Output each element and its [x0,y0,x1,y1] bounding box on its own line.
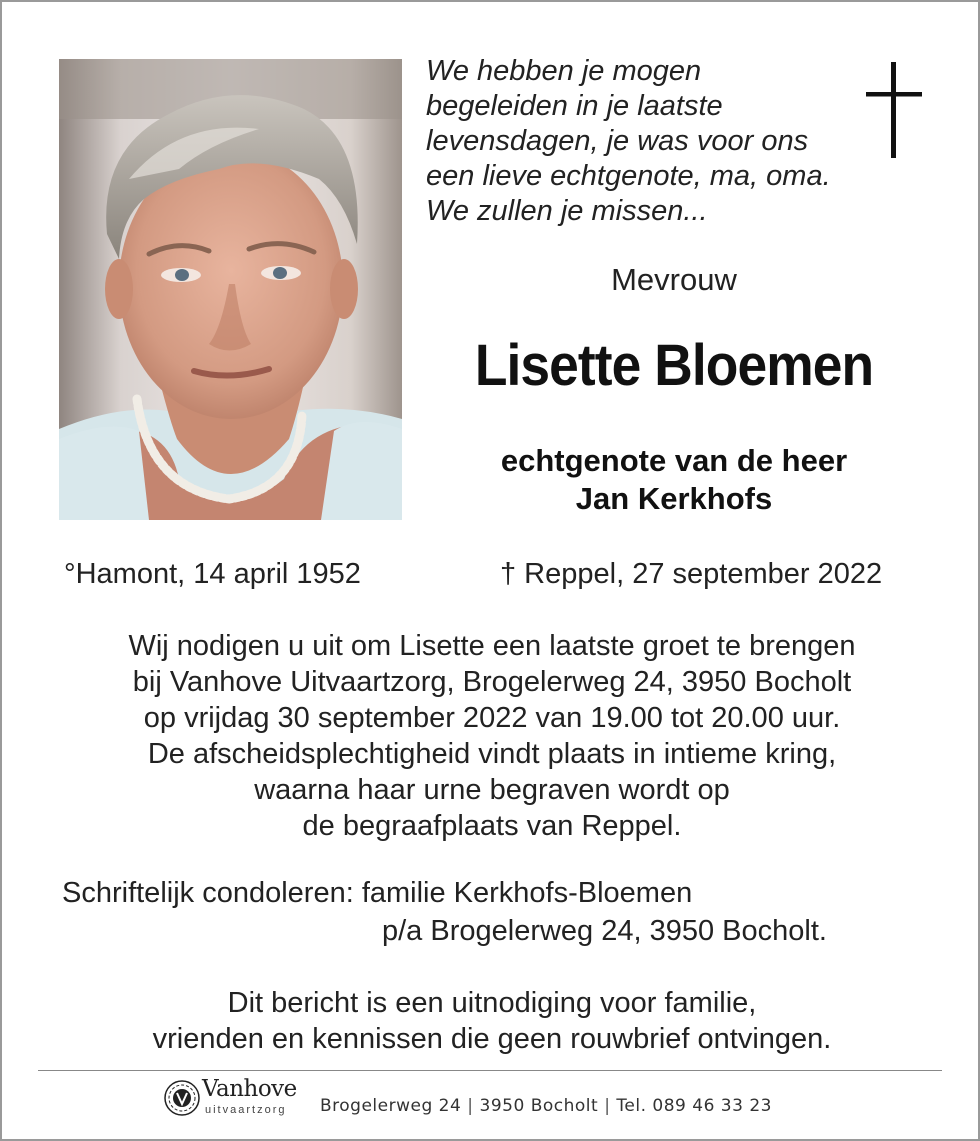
spouse-info [426,442,922,518]
portrait-illustration [59,59,402,520]
poem-line: levensdagen, je was voor ons [426,125,809,157]
invitation-line: op vrijdag 30 september 2022 van 19.00 tot 20.00 uur. [143,702,841,734]
footer-phone: Tel. 089 46 33 23 [616,1096,772,1116]
logo-subtitle: uitvaartzorg [205,1104,287,1116]
footer-city: 3950 Bocholt [479,1096,599,1116]
invitation-line: waarna haar urne begraven wordt op [254,774,730,806]
closing-line: vrienden en kennissen die geen rouwbrief ontvingen. [152,1023,832,1055]
footer-contact [320,1096,772,1116]
footer-separator: | [604,1096,611,1116]
poem-line: begeleiden in je laatste [426,90,723,122]
invitation-line: de begraafplaats van Reppel. [302,810,682,842]
salutation: Mevrouw [611,262,737,297]
birth-date: °Hamont, 14 april 1952 [64,558,361,590]
logo-name: Vanhove [202,1076,297,1102]
poem-line: We zullen je missen... [426,195,708,227]
poem [426,54,866,229]
closing-line: Dit bericht is een uitnodiging voor familie, [227,987,757,1019]
invitation-line: De afscheidsplechtigheid vindt plaats in intieme kring, [147,738,837,770]
spouse-name: Jan Kerkhofs [575,481,773,516]
poem-line: een lieve echtgenote, ma, oma. [426,160,831,192]
funeral-home-logo [162,1076,312,1126]
portrait-photo [59,59,402,520]
footer-separator: | [467,1096,474,1116]
condolence-address: p/a Brogelerweg 24, 3950 Bocholt. [382,915,827,947]
closing-text [42,985,942,1057]
condolence-line: Schriftelijk condoleren: familie Kerkhofs-Bloemen [62,877,693,909]
invitation-line: bij Vanhove Uitvaartzorg, Brogelerweg 24, 3950 Bocholt [132,666,852,698]
footer-address: Brogelerweg 24 [320,1096,462,1116]
logo-emblem-icon [162,1078,202,1118]
deceased-name: Lisette Bloemen [474,333,874,398]
death-date: † Reppel, 27 september 2022 [500,558,883,590]
spouse-line: echtgenote van de heer [500,443,848,478]
invitation-line: Wij nodigen u uit om Lisette een laatste groet te brengen [128,630,856,662]
cross-icon [866,62,922,162]
poem-line: We hebben je mogen [426,55,702,87]
invitation-text [42,628,942,844]
footer-divider [38,1070,942,1071]
